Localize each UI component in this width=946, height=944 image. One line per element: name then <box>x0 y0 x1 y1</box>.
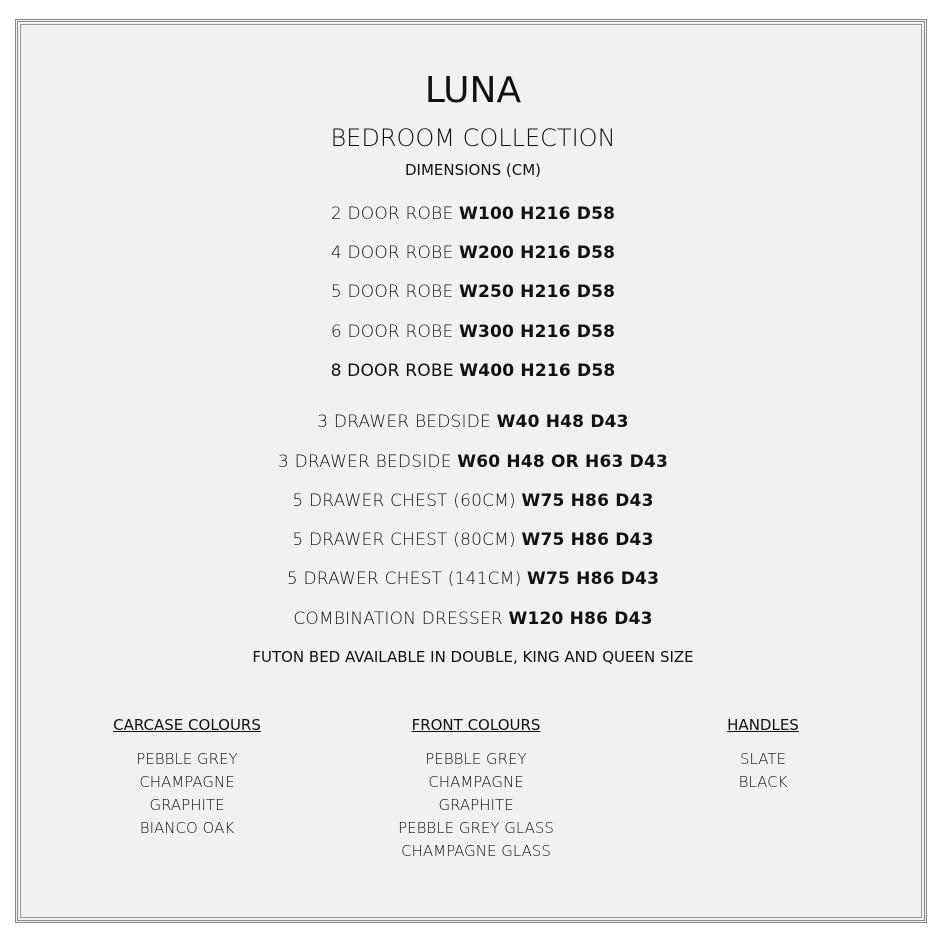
dimension-row <box>0 361 946 381</box>
item-dimensions: W100 H216 D58 <box>459 204 616 224</box>
item-dimensions: W400 H216 D58 <box>459 361 616 381</box>
item-name: 3 DRAWER BEDSIDE <box>317 412 491 432</box>
handle-item: BLACK <box>738 773 788 791</box>
colour-item: PEBBLE GREY GLASS <box>398 819 554 837</box>
item-dimensions: W75 H86 D43 <box>521 491 654 511</box>
carcase-heading: CARCASE COLOURS <box>113 716 261 734</box>
dimension-row <box>0 452 946 472</box>
colour-item: GRAPHITE <box>149 796 225 814</box>
colour-item: CHAMPAGNE <box>428 773 524 791</box>
item-dimensions: W60 H48 OR H63 D43 <box>457 452 669 472</box>
item-name: 5 DRAWER CHEST (80CM) <box>292 530 516 550</box>
handles <box>633 716 893 794</box>
dimension-row <box>0 204 946 224</box>
item-name: 5 DRAWER CHEST (141CM) <box>286 569 522 589</box>
colour-item: BIANCO OAK <box>139 819 235 837</box>
item-name: COMBINATION DRESSER <box>293 609 503 629</box>
page-subtitle: BEDROOM COLLECTION <box>330 124 616 152</box>
dimension-row <box>0 530 946 550</box>
dimension-row <box>0 243 946 263</box>
item-dimensions: W300 H216 D58 <box>459 322 616 342</box>
carcase-colours <box>57 716 317 840</box>
dimensions-label: DIMENSIONS (CM) <box>405 161 541 179</box>
colour-item: CHAMPAGNE GLASS <box>401 842 551 860</box>
item-dimensions: W75 H86 D43 <box>521 530 654 550</box>
item-name: 3 DRAWER BEDSIDE <box>277 452 452 472</box>
dimension-row <box>0 282 946 302</box>
item-dimensions: W40 H48 D43 <box>496 412 629 432</box>
item-name: 8 DOOR ROBE <box>330 361 454 381</box>
item-dimensions: W120 H86 D43 <box>508 609 653 629</box>
item-name: 2 DOOR ROBE <box>330 204 454 224</box>
item-name: 5 DRAWER CHEST (60CM) <box>292 491 516 511</box>
colour-item: PEBBLE GREY <box>136 750 238 768</box>
dimension-row <box>0 569 946 589</box>
colour-item: CHAMPAGNE <box>139 773 235 791</box>
item-dimensions: W250 H216 D58 <box>459 282 616 302</box>
dimension-row <box>0 412 946 432</box>
item-dimensions: W200 H216 D58 <box>459 243 616 263</box>
item-dimensions: W75 H86 D43 <box>527 569 660 589</box>
front-heading: FRONT COLOURS <box>411 716 541 734</box>
handles-heading: HANDLES <box>727 716 799 734</box>
colour-item: GRAPHITE <box>438 796 514 814</box>
handle-item: SLATE <box>740 750 786 768</box>
colour-item: PEBBLE GREY <box>425 750 527 768</box>
dimension-row <box>0 491 946 511</box>
page-title: LUNA <box>424 70 522 111</box>
item-name: 5 DOOR ROBE <box>330 282 454 302</box>
item-name: 6 DOOR ROBE <box>330 322 454 342</box>
dimension-row <box>0 322 946 342</box>
item-name: 4 DOOR ROBE <box>330 243 454 263</box>
dimension-row <box>0 609 946 629</box>
futon-note: FUTON BED AVAILABLE IN DOUBLE, KING AND QUEEN SIZE <box>252 648 694 666</box>
front-colours <box>346 716 606 863</box>
